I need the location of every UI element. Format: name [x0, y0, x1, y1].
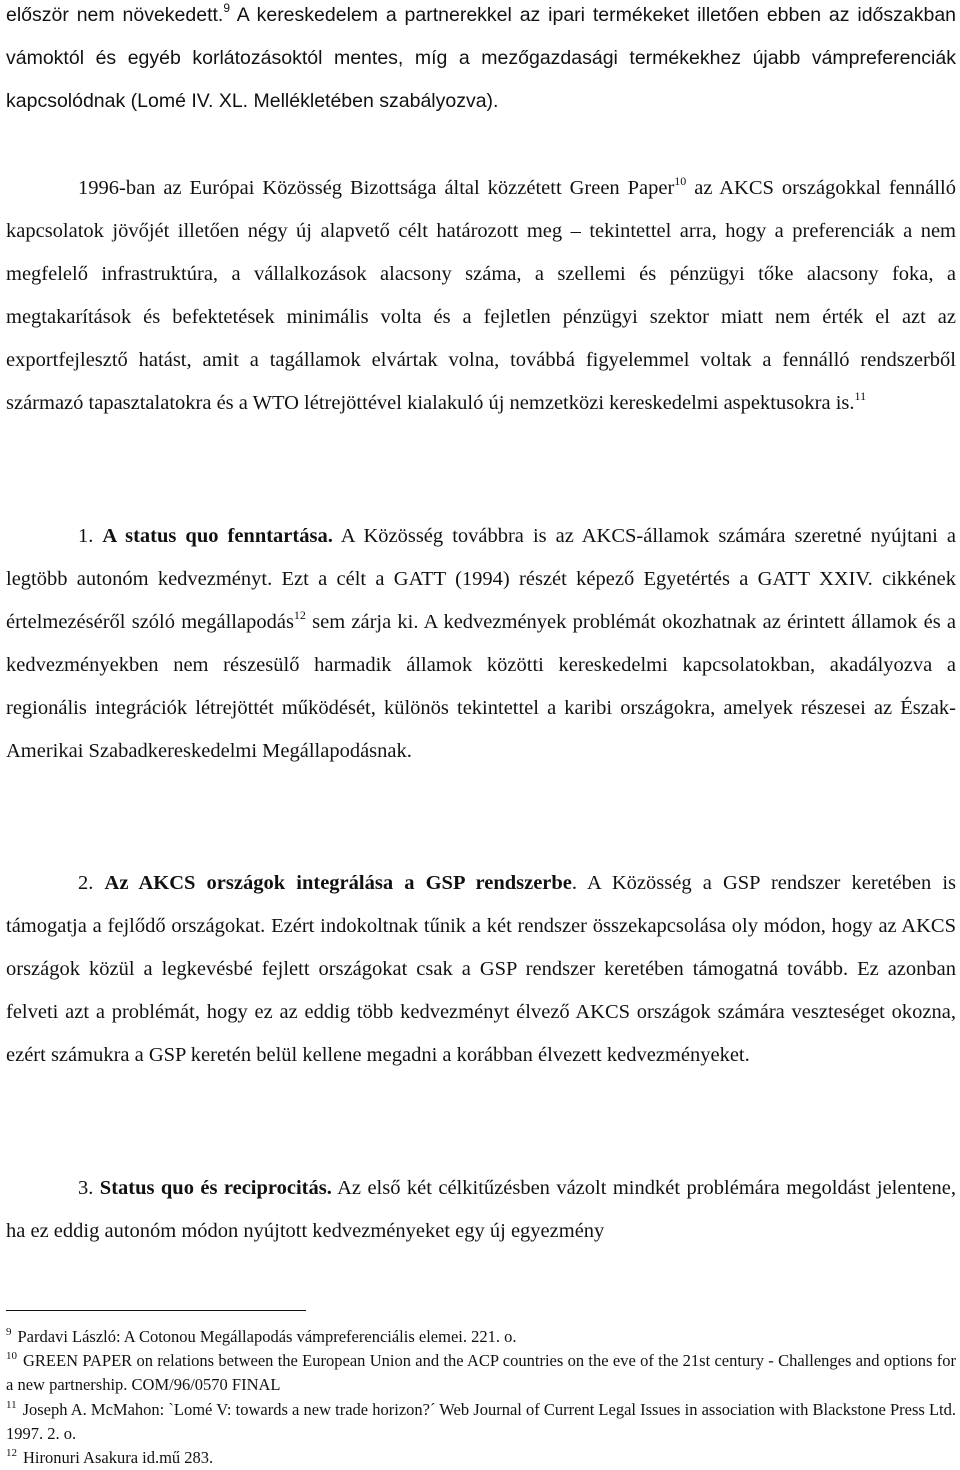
- paragraph-intro-continuation: [6, 0, 956, 123]
- section-3-paragraph: [6, 1167, 956, 1253]
- footnote-number: 10: [6, 1350, 17, 1362]
- paragraph-text: sem zárja ki. A kedvezmények problémát okozhatnak az érintett államok és a kedvezményekben nem részesülő harmadik államok közötti kereskedelmi kapcsolatokban, akadályozva a regionális integrációk létrejöttét működését, különös tekintettel a karibi országokra, amelyek részesei az Észak-Amerikai Szabadkereskedelmi Megállapodásnak.: [6, 611, 956, 762]
- footnote-ref-11[interactable]: 11: [854, 389, 867, 403]
- paragraph-green-paper: [6, 167, 956, 425]
- paragraph-text: A Közösség továbbra is az AKCS-államok számára szeretné nyújtani a legtöbb autonóm kedvezményt. Ezt a célt a GATT (1994) részét képező Egyetértés a GATT XXIV. cikkének értelmezéséről szóló megállapodás: [6, 525, 956, 633]
- footnote-separator: [6, 1310, 306, 1311]
- section-1-paragraph: [6, 515, 956, 773]
- footnote-text: Joseph A. McMahon: `Lomé V: towards a new trade horizon?´ Web Journal of Current Legal Issues in association with Blackstone Press Ltd. 1997. 2. o.: [6, 1400, 956, 1443]
- footnote-text: GREEN PAPER on relations between the European Union and the ACP countries on the eve of the 21st century - Challenges and options for a new partnership. COM/96/0570 FINAL: [6, 1351, 956, 1394]
- paragraph-text: . A Közösség a GSP rendszer keretében is támogatja a fejlődő országokat. Ezért indokoltnak tűnik a két rendszer összekapcsolása oly módon, hogy az AKCS országok közül a legkevésbé fejlett országokat csak a GSP rendszer keretében támogatná tovább. Ez azonban felveti azt a problémát, hogy ez az eddig több kedvezményt élvező AKCS országok számára veszteséget okozna, ezért számukra a GSP keretén belül kellene megadni a korábban élvezett kedvezményeket.: [6, 872, 957, 1066]
- footnote-number: 12: [6, 1447, 17, 1459]
- footnote-number: 11: [6, 1399, 17, 1411]
- section-number: 3.: [78, 1177, 100, 1199]
- footnote-number: 9: [6, 1326, 12, 1338]
- footnote-9: [6, 1325, 956, 1349]
- footnote-ref-10[interactable]: 10: [674, 174, 687, 188]
- footnote-12: [6, 1446, 956, 1470]
- paragraph-text: 1996-ban az Európai Közösség Bizottsága által közzétett Green Paper: [78, 177, 675, 199]
- section-number: 2.: [78, 872, 105, 894]
- section-heading: Status quo és reciprocitás.: [99, 1177, 332, 1199]
- paragraph-text: Az első két célkitűzésben vázolt mindkét problémára megoldást jelentene, ha ez eddig autonóm módon nyújtott kedvezményeket egy új egyezmény: [6, 1177, 956, 1242]
- footnote-text: Hironuri Asakura id.mű 283.: [23, 1448, 214, 1467]
- paragraph-text: az AKCS országokkal fennálló kapcsolatok jövőjét illetően négy új alapvető célt határozott meg – tekintettel arra, hogy a preferenciák a nem megfelelő infrastruktúra, a vállalkozások alacsony száma, a szellemi és pénzügyi tőke alacsony foka, a megtakarítások és befektetések minimális volta és a fejletlen pénzügyi szektor miatt nem érték el azt az exportfejlesztő hatást, amit a tagállamok elvártak volna, továbbá figyelemmel voltak a fennálló rendszerből származó tapasztalatokra és a WTO létrejöttével kialakuló új nemzetközi kereskedelmi aspektusokra is.: [6, 177, 956, 414]
- footnote-11: [6, 1398, 956, 1446]
- paragraph-text: A kereskedelem a partnerekkel az ipari termékeket illetően ebben az időszakban vámoktól és egyéb korlátozásoktól mentes, míg a mezőgazdasági termékekhez újabb vámpreferenciák kapcsolódnak (Lomé IV. XL. Mellékletében szabályozva).: [6, 4, 957, 112]
- section-heading: Az AKCS országok integrálása a GSP rendszerbe: [104, 872, 572, 894]
- section-2-paragraph: [6, 862, 956, 1077]
- section-heading: A status quo fenntartása.: [102, 525, 333, 547]
- section-number: 1.: [78, 525, 103, 547]
- footnote-10: [6, 1349, 956, 1397]
- footnote-text: Pardavi László: A Cotonou Megállapodás vámpreferenciális elemei. 221. o.: [17, 1327, 517, 1346]
- footnote-ref-12[interactable]: 12: [293, 608, 306, 622]
- footnote-ref-9[interactable]: 9: [223, 1, 231, 15]
- paragraph-text: először nem növekedett.: [6, 4, 224, 26]
